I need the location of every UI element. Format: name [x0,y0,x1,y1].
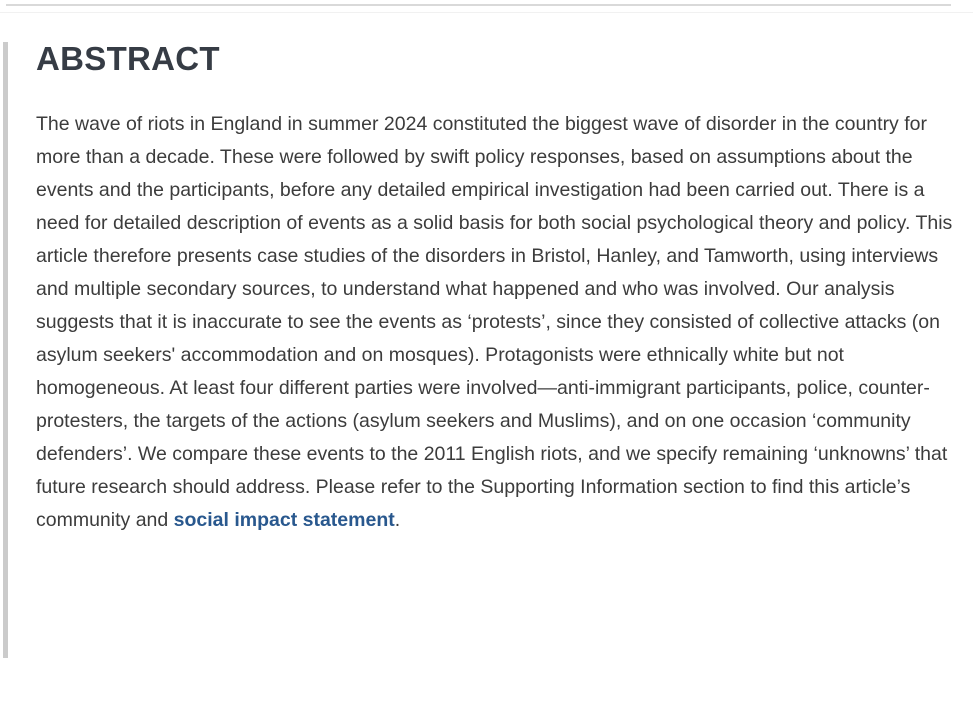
left-edge-bar [3,42,8,658]
social-impact-statement-link[interactable]: social impact statement [173,509,395,531]
abstract-text-closing: . [394,509,401,531]
top-divider-faint [0,12,973,13]
abstract-text: The wave of riots in England in summer 2024 constituted the biggest wave of disorder in the country for more than a decade. These were followed by swift policy responses, based on assumptions about the events and the participants, before any detailed empirical investigation had been carried out. There is a need for detailed description of events as a solid basis for both social psychological theory and policy. This article therefore presents case studies of the disorders in Bristol, Hanley, and Tamworth, using interviews and multiple secondary sources, to understand what happened and who was involved. Our analysis suggests that it is inaccurate to see the events as ‘protests’, since they consisted of collective attacks (on asylum seekers' accommodation and on mosques). Protagonists were ethnically white but not homogeneous. At least four different parties were involved—anti-immigrant participants, police, counter-protesters, the targets of the actions (asylum seekers and Muslims), and on one occasion ‘community defenders’. We compare these events to the 2011 English riots, and we specify remaining ‘unknowns’ that future research should address. Please refer to the Supporting Information section to find this article’s community and [36,113,953,531]
abstract-paragraph [36,108,953,537]
abstract-section [36,40,953,537]
top-divider [6,4,951,6]
abstract-heading: ABSTRACT [36,40,220,77]
